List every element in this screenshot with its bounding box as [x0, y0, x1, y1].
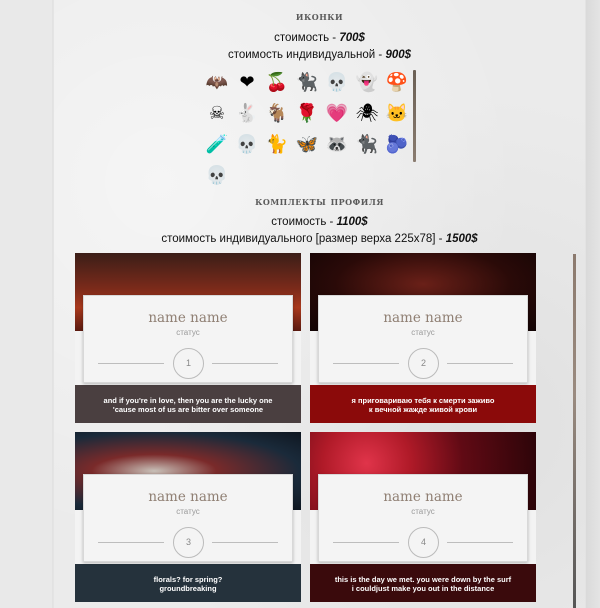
owl-cat-icon[interactable]: 🐈	[265, 133, 289, 154]
heart-skull-icon[interactable]: 💗	[325, 102, 349, 123]
card-name: name name	[148, 310, 228, 326]
profile-card-2[interactable]	[310, 253, 536, 423]
cherry-icon[interactable]: 🍒	[265, 71, 289, 92]
card-profile-box	[318, 295, 528, 383]
profiles-section-title: комплекты профиля	[255, 195, 384, 208]
red-skull-icon[interactable]: 💀	[205, 164, 229, 185]
card-name: name name	[383, 489, 463, 505]
card-status: статус	[411, 328, 435, 337]
raccoon-icon[interactable]: 🦝	[325, 133, 349, 154]
card-quote: florals? for spring? groundbreaking	[153, 575, 223, 593]
card-quote: and if you're in love, then you are the lucky one 'cause most of us are bitter over someone	[103, 396, 273, 414]
heart-icon[interactable]: ❤	[239, 71, 255, 92]
profiles-price-individual: стоимость индивидуального [размер верха 225x78] - 1500$	[161, 233, 478, 245]
profile-card-1[interactable]	[75, 253, 301, 423]
divider	[447, 363, 513, 364]
icons-grid	[202, 66, 409, 185]
card-quote: this is the day we met. you were down by the surf i couldjust make you out in the distance	[334, 575, 512, 593]
ram-skull-icon[interactable]: 🐐	[265, 102, 289, 123]
card-status: статус	[176, 507, 200, 516]
pixel-skull-icon[interactable]: ☠	[208, 102, 226, 123]
bat-icon[interactable]: 🦇	[205, 71, 229, 92]
black-cat-icon[interactable]: 🐈‍⬛	[295, 71, 319, 92]
icons-price: стоимость - 700$	[274, 32, 365, 44]
icons-price-individual: стоимость индивидуальной - 900$	[227, 49, 412, 61]
moth-icon[interactable]: 🦋	[295, 133, 319, 154]
card-profile-box	[83, 295, 293, 383]
card-name: name name	[383, 310, 463, 326]
divider	[212, 363, 278, 364]
icons-section-title: иконки	[295, 10, 344, 23]
profile-card-3[interactable]	[75, 432, 301, 602]
dark-cat-icon[interactable]: 🐈‍⬛	[355, 133, 379, 154]
pink-skull-icon[interactable]: 💀	[235, 133, 259, 154]
purple-blob-icon[interactable]: 🫐	[385, 133, 409, 154]
potion-icon[interactable]: 🧪	[205, 133, 229, 154]
divider	[98, 542, 164, 543]
divider	[98, 363, 164, 364]
card-number-badge: 3	[173, 527, 204, 558]
divider	[212, 542, 278, 543]
profiles-price: стоимость - 1100$	[271, 216, 368, 228]
mushroom-icon[interactable]: 🍄	[385, 71, 409, 92]
card-quote: я приговариваю тебя к смерти заживо к вечной жажде живой крови	[351, 396, 495, 414]
ghost-icon[interactable]: 👻	[355, 71, 379, 92]
profile-card-4[interactable]	[310, 432, 536, 602]
spider-icon[interactable]: 🕷	[355, 102, 379, 123]
skull-icon[interactable]: 💀	[325, 71, 349, 92]
profiles-scrollbar[interactable]	[573, 254, 576, 608]
card-name: name name	[148, 489, 228, 505]
card-status: статус	[176, 328, 200, 337]
divider	[333, 363, 399, 364]
divider	[447, 542, 513, 543]
cat-icon[interactable]: 🐱	[385, 102, 409, 123]
card-number-badge: 1	[173, 348, 204, 379]
icons-scrollbar[interactable]	[413, 70, 416, 162]
card-number-badge: 4	[408, 527, 439, 558]
bunny-icon[interactable]: 🐇	[235, 102, 259, 123]
card-status: статус	[411, 507, 435, 516]
card-profile-box	[83, 474, 293, 562]
card-number-badge: 2	[408, 348, 439, 379]
divider	[333, 542, 399, 543]
card-profile-box	[318, 474, 528, 562]
skull-rose-icon[interactable]: 🌹	[295, 102, 319, 123]
